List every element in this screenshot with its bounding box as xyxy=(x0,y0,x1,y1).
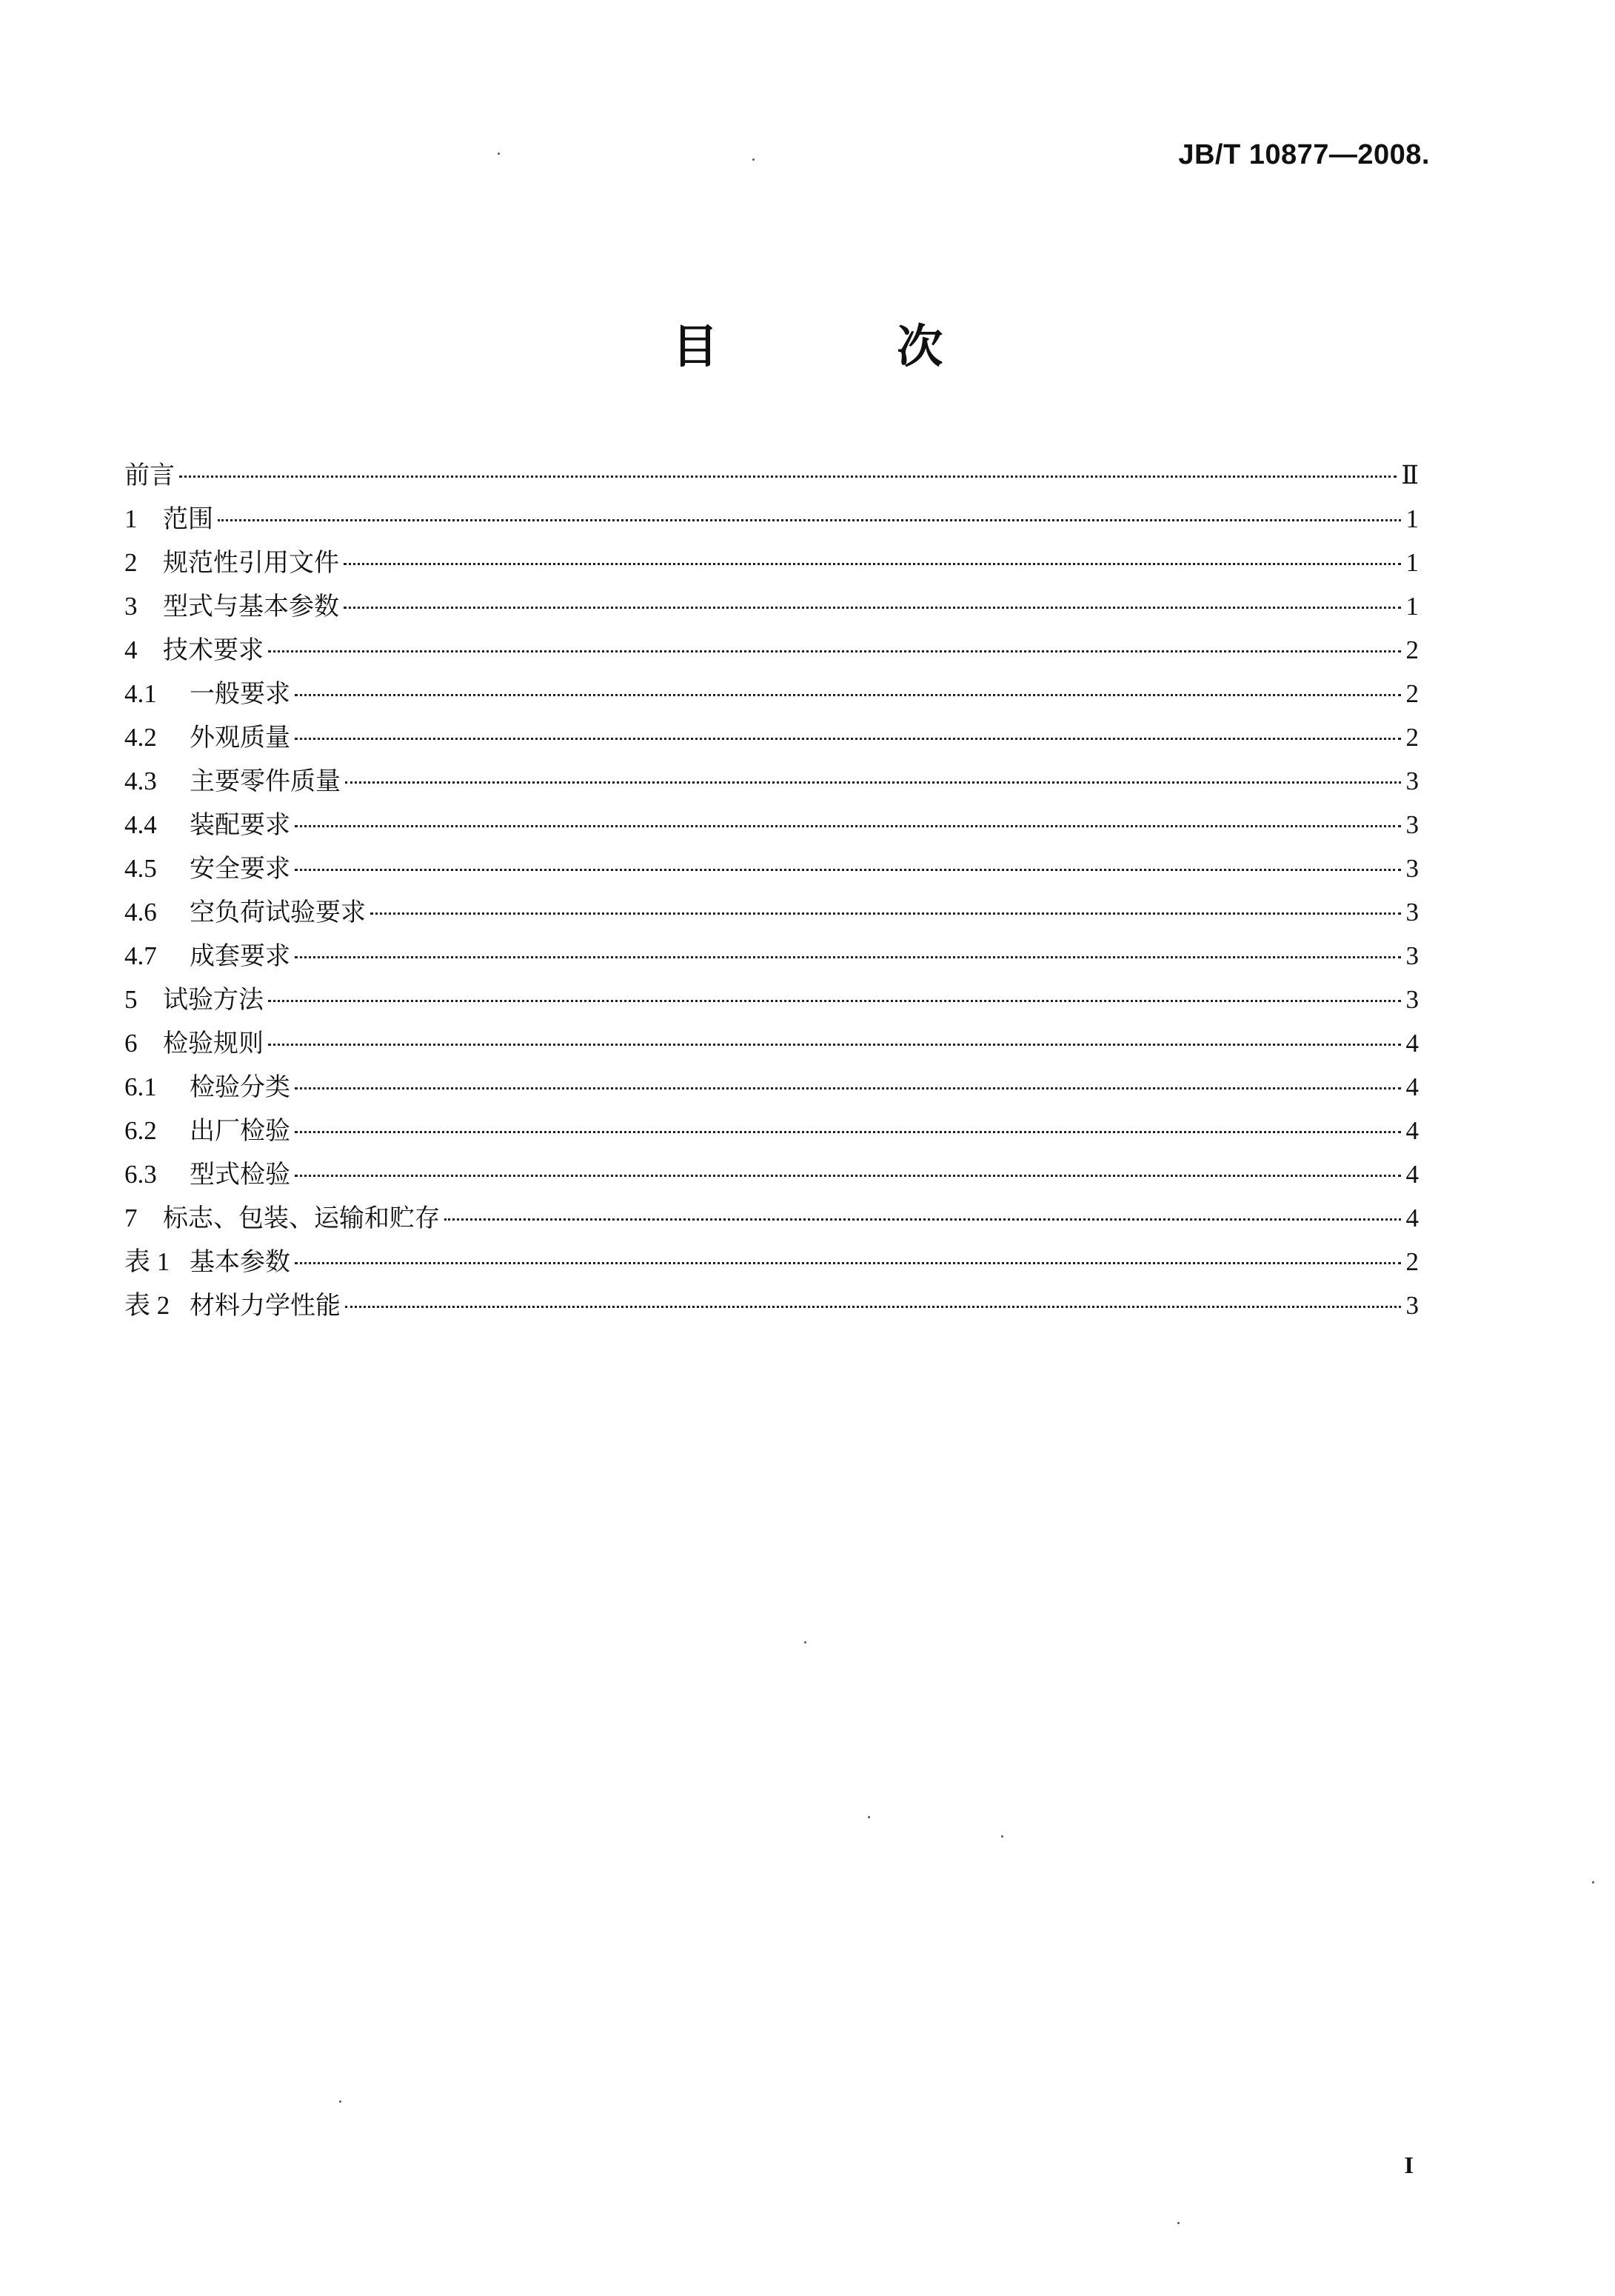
toc-entry[interactable] xyxy=(124,1152,1419,1196)
scan-speck xyxy=(339,2100,341,2103)
toc-entry-number: 3 xyxy=(124,592,138,621)
toc-entry-label xyxy=(124,1065,290,1109)
toc-entry-page: 1 xyxy=(1405,548,1419,577)
toc-entry[interactable] xyxy=(124,1284,1419,1327)
toc-entry-label xyxy=(124,541,339,585)
toc-entry-number: 2 xyxy=(124,548,138,577)
toc-entry-label xyxy=(124,1152,290,1197)
toc-dot-leader xyxy=(345,1306,1401,1308)
toc-entry-title: 检验规则 xyxy=(163,1029,264,1058)
toc-entry-label xyxy=(124,978,264,1022)
toc-entry[interactable] xyxy=(124,541,1419,584)
toc-entry-page: 2 xyxy=(1405,723,1419,752)
toc-entry-number: 4.5 xyxy=(124,854,157,883)
toc-entry-title: 检验分类 xyxy=(190,1072,290,1102)
toc-entry-label xyxy=(124,890,366,935)
toc-entry-title: 成套要求 xyxy=(190,941,290,971)
toc-entry-number: 6.3 xyxy=(124,1160,157,1189)
scan-speck xyxy=(868,1816,870,1818)
toc-entry-number: 4 xyxy=(124,635,138,664)
toc-entry-number: 4.3 xyxy=(124,767,157,795)
toc-entry[interactable] xyxy=(124,672,1419,715)
toc-entry-title: 范围 xyxy=(163,504,213,534)
toc-entry[interactable] xyxy=(124,1196,1419,1240)
scan-speck xyxy=(752,158,755,161)
toc-entry-label xyxy=(124,847,290,891)
toc-dot-leader xyxy=(295,1175,1401,1177)
toc-entry-label xyxy=(124,628,264,673)
toc-dot-leader xyxy=(295,956,1401,958)
toc-entry-page: 3 xyxy=(1405,898,1419,927)
toc-entry-number: 4.4 xyxy=(124,810,157,839)
toc-entry-page: 4 xyxy=(1405,1204,1419,1232)
toc-entry-page: 4 xyxy=(1405,1072,1419,1101)
toc-entry-title: 材料力学性能 xyxy=(190,1291,341,1321)
toc-entry-page: 4 xyxy=(1405,1116,1419,1145)
toc-entry[interactable] xyxy=(124,453,1419,497)
toc-entry-title: 安全要求 xyxy=(190,854,290,884)
toc-entry-label xyxy=(124,584,339,629)
toc-entry-title: 标志、包装、运输和贮存 xyxy=(163,1204,440,1233)
scan-speck xyxy=(804,1641,806,1643)
toc-dot-leader xyxy=(268,1044,1401,1046)
toc-entry-number: 表 2 xyxy=(124,1291,170,1320)
toc-entry-page: 1 xyxy=(1405,504,1419,533)
toc-entry[interactable] xyxy=(124,803,1419,847)
toc-entry-title: 基本参数 xyxy=(190,1247,290,1277)
table-of-contents xyxy=(124,453,1419,1327)
toc-entry-label xyxy=(124,1021,264,1066)
toc-entry-title: 外观质量 xyxy=(190,723,290,752)
toc-entry-page: 3 xyxy=(1405,854,1419,883)
toc-entry[interactable] xyxy=(124,1109,1419,1152)
toc-entry-number: 6 xyxy=(124,1029,138,1058)
toc-entry[interactable] xyxy=(124,715,1419,759)
toc-entry[interactable] xyxy=(124,759,1419,803)
toc-entry-title: 技术要求 xyxy=(163,635,264,665)
toc-dot-leader xyxy=(218,519,1401,521)
toc-entry-number: 6.1 xyxy=(124,1072,157,1101)
toc-entry-number: 4.1 xyxy=(124,679,157,708)
toc-dot-leader xyxy=(295,1131,1401,1133)
toc-entry-title: 一般要求 xyxy=(190,679,290,709)
toc-entry-label xyxy=(124,1240,290,1284)
toc-dot-leader xyxy=(295,694,1401,696)
scan-speck xyxy=(498,153,500,155)
toc-entry-number: 表 1 xyxy=(124,1247,170,1276)
scan-speck xyxy=(1592,1881,1594,1883)
toc-entry[interactable] xyxy=(124,934,1419,978)
toc-entry[interactable] xyxy=(124,497,1419,541)
toc-entry-page: 2 xyxy=(1405,1247,1419,1276)
toc-entry[interactable] xyxy=(124,628,1419,672)
toc-entry-page: 3 xyxy=(1405,767,1419,795)
toc-entry[interactable] xyxy=(124,847,1419,890)
toc-entry-label xyxy=(124,497,213,541)
toc-entry-label xyxy=(124,454,175,498)
toc-dot-leader xyxy=(295,869,1401,871)
toc-entry-title: 装配要求 xyxy=(190,810,290,840)
toc-entry-page: 3 xyxy=(1405,985,1419,1014)
toc-dot-leader xyxy=(370,912,1401,915)
toc-entry[interactable] xyxy=(124,890,1419,934)
toc-entry-title: 规范性引用文件 xyxy=(163,548,339,578)
toc-entry[interactable] xyxy=(124,1240,1419,1284)
toc-entry-title: 空负荷试验要求 xyxy=(190,898,366,927)
toc-entry-label xyxy=(124,759,341,804)
toc-entry[interactable] xyxy=(124,978,1419,1021)
toc-entry-page: 3 xyxy=(1405,810,1419,839)
toc-entry-label xyxy=(124,715,290,760)
toc-entry-number: 5 xyxy=(124,985,138,1014)
toc-entry-number: 1 xyxy=(124,504,138,533)
toc-dot-leader xyxy=(295,1262,1401,1264)
toc-entry-page: 4 xyxy=(1405,1029,1419,1058)
toc-entry-page: 2 xyxy=(1405,635,1419,664)
toc-dot-leader xyxy=(295,738,1401,740)
scan-speck xyxy=(1001,1835,1003,1838)
toc-entry-title: 出厂检验 xyxy=(190,1116,290,1146)
toc-entry-page: 3 xyxy=(1405,1291,1419,1320)
toc-dot-leader xyxy=(295,825,1401,827)
standard-number: JB/T 10877—2008. xyxy=(1178,139,1430,170)
toc-entry-label xyxy=(124,934,290,978)
toc-entry-title: 型式与基本参数 xyxy=(163,592,339,621)
toc-entry-page: Ⅱ xyxy=(1401,461,1419,490)
toc-entry-number: 4.7 xyxy=(124,941,157,970)
toc-entry-page: 1 xyxy=(1405,592,1419,621)
toc-entry-label xyxy=(124,1284,341,1328)
toc-entry-title: 主要零件质量 xyxy=(190,767,341,796)
toc-entry-label xyxy=(124,1196,440,1241)
toc-entry-title: 型式检验 xyxy=(190,1160,290,1189)
toc-entry-page: 3 xyxy=(1405,941,1419,970)
toc-dot-leader xyxy=(345,781,1401,784)
toc-entry-title: 前言 xyxy=(124,461,175,490)
toc-entry-number: 4.6 xyxy=(124,898,157,927)
toc-entry-label xyxy=(124,803,290,847)
toc-dot-leader xyxy=(344,563,1401,565)
toc-entry-label xyxy=(124,672,290,716)
toc-entry-page: 4 xyxy=(1405,1160,1419,1189)
scan-speck xyxy=(1177,2222,1180,2224)
toc-entry-number: 4.2 xyxy=(124,723,157,752)
toc-entry-title: 试验方法 xyxy=(163,985,264,1015)
toc-entry-number: 6.2 xyxy=(124,1116,157,1145)
toc-dot-leader xyxy=(268,1000,1401,1002)
page-title: 目 次 xyxy=(672,319,1025,373)
toc-dot-leader xyxy=(295,1087,1401,1089)
toc-dot-leader xyxy=(268,650,1401,653)
toc-entry[interactable] xyxy=(124,1065,1419,1109)
toc-dot-leader xyxy=(344,607,1401,609)
toc-entry[interactable] xyxy=(124,1021,1419,1065)
toc-entry-label xyxy=(124,1109,290,1153)
toc-entry-number: 7 xyxy=(124,1204,138,1232)
toc-dot-leader xyxy=(179,475,1397,478)
toc-dot-leader xyxy=(444,1218,1401,1221)
toc-entry-page: 2 xyxy=(1405,679,1419,708)
toc-entry[interactable] xyxy=(124,584,1419,628)
page-number: I xyxy=(1404,2152,1414,2178)
